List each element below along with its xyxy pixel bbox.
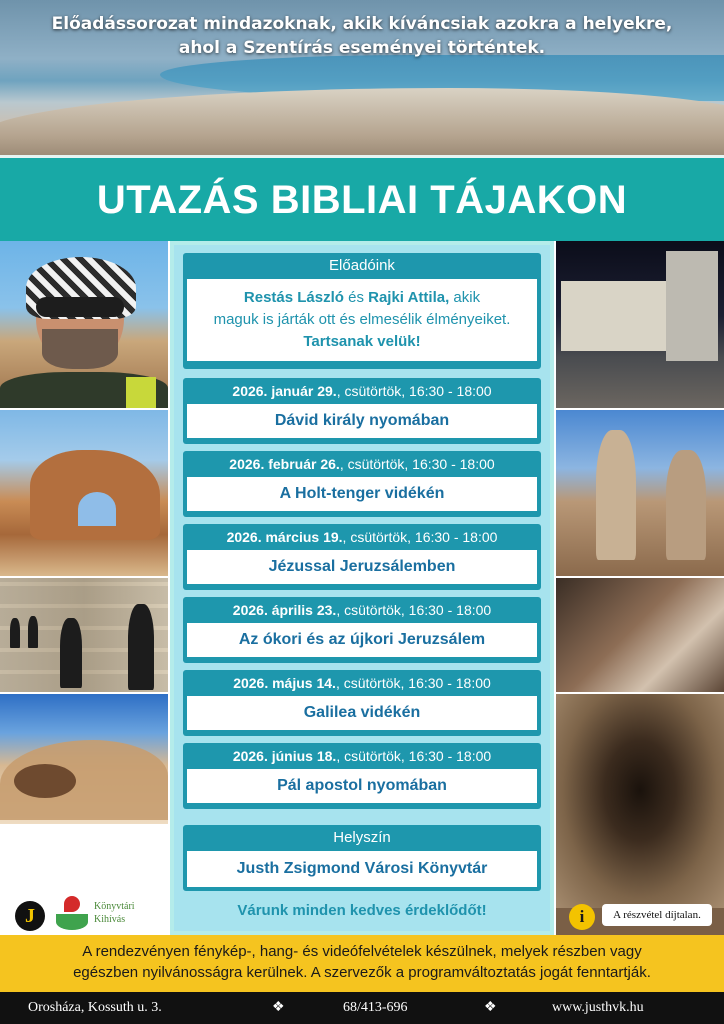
notice-line-1: A rendezvényen fénykép-, hang- és videófelvételek készülnek, melyek részben vagy — [82, 943, 642, 960]
event-date: 2026. március 19. — [226, 529, 343, 545]
presenter-name-2: Rajki Attila, — [368, 289, 450, 306]
event-title: Az ókori és az újkori Jeruzsálem — [187, 623, 537, 657]
presenter-name-1: Restás László — [243, 289, 344, 306]
event-datetime — [183, 378, 541, 404]
presenters-text-2: maguk is járták ott és elmesélik élményeiket. — [213, 311, 511, 328]
photo-jerusalem-night — [556, 241, 724, 408]
tagline-line-1: Előadássorozat mindazoknak, akik kíváncsiak azokra a helyekre, — [51, 14, 673, 34]
footer-website-link[interactable]: www.justhvk.hu — [552, 1000, 644, 1015]
event-date: 2026. január 29. — [232, 383, 337, 399]
event-title: Dávid király nyomában — [187, 404, 537, 438]
event-date: 2026. február 26. — [229, 456, 340, 472]
poster-title: UTAZÁS BIBLIAI TÁJAKON — [96, 178, 628, 222]
free-entry-badge: A részvétel díjtalan. — [602, 904, 712, 926]
footer-address: Orosháza, Kossuth u. 3. — [28, 1000, 162, 1015]
event-datetime — [183, 451, 541, 477]
event-datetime — [183, 597, 541, 623]
presenters-body — [187, 279, 537, 361]
info-icon: i — [569, 904, 595, 930]
presenters-and: és — [343, 289, 369, 306]
photo-desert-cave — [0, 694, 168, 824]
event-datetime — [183, 743, 541, 769]
photo-rock-arch — [0, 410, 168, 576]
event-time: , csütörtök, 16:30 - 18:00 — [342, 529, 498, 545]
event-time: , csütörtök, 16:30 - 18:00 — [336, 383, 492, 399]
title-band — [0, 155, 724, 241]
tagline-line-2: ahol a Szentírás eseményei történtek. — [178, 38, 546, 58]
konyvtari-kihivas-logo-text — [94, 900, 168, 926]
event-datetime — [183, 524, 541, 550]
photo-western-wall — [0, 578, 168, 692]
tagline — [0, 12, 724, 60]
venue-heading: Helyszín — [333, 829, 391, 846]
presenters-text-1: akik — [449, 289, 481, 306]
event-title: Galilea vidékén — [187, 696, 537, 730]
presenters-card — [183, 253, 541, 369]
person-illustration — [26, 257, 136, 407]
kk-line-1: Könyvtári — [94, 901, 135, 912]
photo-karnak-statues — [556, 410, 724, 576]
venue-card — [183, 825, 541, 891]
header-photo — [0, 0, 724, 155]
presenters-heading: Előadóink — [329, 257, 395, 274]
event-datetime — [183, 670, 541, 696]
event-time: , csütörtök, 16:30 - 18:00 — [339, 456, 495, 472]
event-time: , csütörtök, 16:30 - 18:00 — [335, 675, 491, 691]
recording-notice — [0, 935, 724, 992]
library-logo-icon: J — [15, 901, 45, 931]
event-card — [183, 670, 541, 736]
event-date: 2026. április 23. — [232, 602, 337, 618]
event-time: , csütörtök, 16:30 - 18:00 — [336, 748, 492, 764]
footer-phone: 68/413-696 — [343, 1000, 408, 1015]
photo-group-map — [556, 578, 724, 692]
event-title: A Holt-tenger vidékén — [187, 477, 537, 511]
event-title: Pál apostol nyomában — [187, 769, 537, 803]
desert-shore — [0, 88, 724, 155]
event-card — [183, 743, 541, 809]
notice-line-2: egészben nyilvánosságra kerülnek. A szervezők a programváltoztatás jogát fenntartják. — [73, 964, 651, 981]
event-date: 2026. május 14. — [233, 675, 336, 691]
event-title: Jézussal Jeruzsálemben — [187, 550, 537, 584]
event-card — [183, 451, 541, 517]
footer-separator-icon: ❖ — [484, 1000, 497, 1015]
event-time: , csütörtök, 16:30 - 18:00 — [336, 602, 492, 618]
footer — [0, 992, 724, 1024]
photo-presenter-portrait — [0, 241, 168, 408]
kk-line-2: Kihívás — [94, 914, 126, 925]
event-card — [183, 597, 541, 663]
photo-tunnel — [556, 694, 724, 908]
welcome-text: Várunk minden kedves érdeklődőt! — [237, 902, 487, 919]
event-card — [183, 378, 541, 444]
venue-name: Justh Zsigmond Városi Könyvtár — [187, 851, 537, 887]
konyvtari-kihivas-logo-icon — [56, 896, 90, 932]
presenters-closing: Tartsanak velük! — [303, 333, 421, 350]
footer-separator-icon: ❖ — [272, 1000, 285, 1015]
event-date: 2026. június 18. — [232, 748, 337, 764]
event-card — [183, 524, 541, 590]
